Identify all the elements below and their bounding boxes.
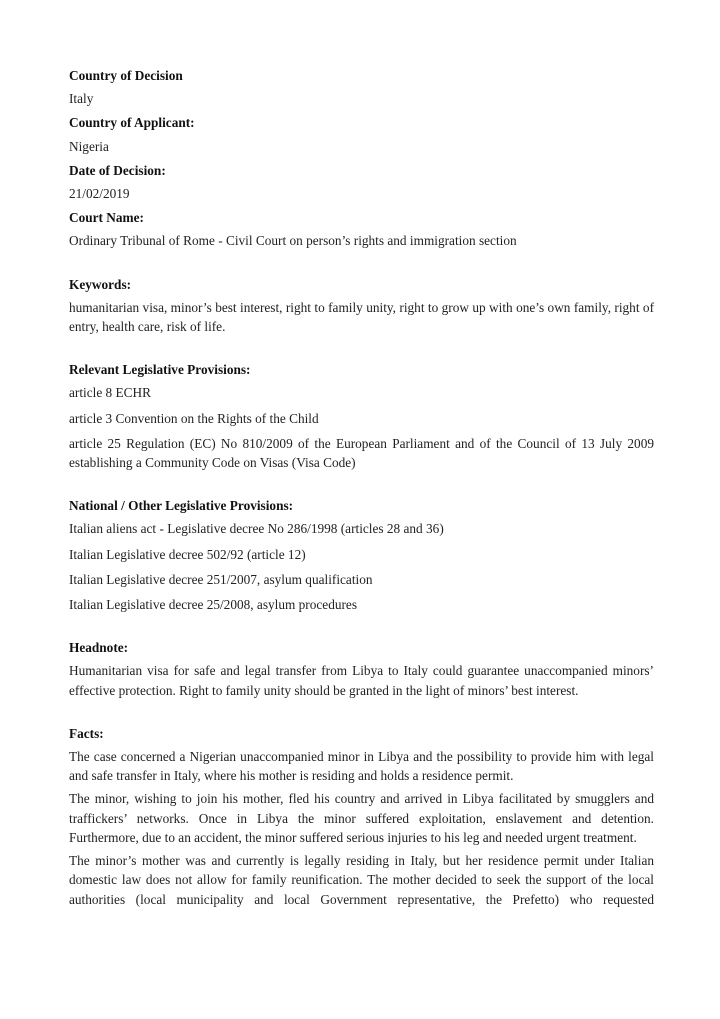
country-of-decision-value: Italy xyxy=(69,91,94,107)
relevant-provision-item: article 8 ECHR xyxy=(69,385,151,401)
facts-paragraph: The minor’s mother was and currently is legally residing in Italy, but her residence permit under Italian domestic law does not allow for family reunification. The mother decided to seek the support of the local authorities (local municipality and local Government representative, the Prefetto) who requested xyxy=(69,853,654,907)
relevant-provision-item: article 25 Regulation (EC) No 810/2009 of the European Parliament and of the Council of 13 July 2009 establishing a Community Code on Visas (Visa Code) xyxy=(69,435,654,471)
court-name-value: Ordinary Tribunal of Rome - Civil Court on person’s rights and immigration section xyxy=(69,233,517,249)
facts-heading: Facts: xyxy=(69,725,104,741)
country-of-applicant-label: Country of Applicant: xyxy=(69,115,195,131)
national-provisions-heading: National / Other Legislative Provisions: xyxy=(69,498,294,514)
facts-paragraph: The case concerned a Nigerian unaccompanied minor in Libya and the possibility to provide him with legal and safe transfer in Italy, where his mother is residing and holds a residence permit. xyxy=(69,749,654,784)
keywords-heading: Keywords: xyxy=(69,276,132,292)
keywords-text: humanitarian visa, minor’s best interest, right to family unity, right to grow up with one’s own family, right of entry, health care, risk of life. xyxy=(69,299,654,335)
country-of-applicant-value: Nigeria xyxy=(69,138,109,154)
facts-paragraph: The minor, wishing to join his mother, fled his country and arrived in Libya facilitated by smugglers and traffickers’ networks. Once in Libya the minor suffered exploitation, enslavement and detention. Furthermore, due to an accident, the minor suffered serious injuries to his leg and needed urgent treatment. xyxy=(69,791,654,845)
national-provision-item: Italian Legislative decree 502/92 (article 12) xyxy=(69,546,306,562)
document-page xyxy=(69,66,654,909)
national-provision-item: Italian Legislative decree 25/2008, asylum procedures xyxy=(69,597,357,613)
relevant-provisions-heading: Relevant Legislative Provisions: xyxy=(69,362,251,378)
national-provision-item: Italian aliens act - Legislative decree No 286/1998 (articles 28 and 36) xyxy=(69,521,444,537)
date-of-decision-label: Date of Decision: xyxy=(69,162,166,178)
relevant-provision-item: article 3 Convention on the Rights of the Child xyxy=(69,410,319,426)
court-name-label: Court Name: xyxy=(69,210,144,226)
headnote-heading: Headnote: xyxy=(69,640,129,656)
headnote-text: Humanitarian visa for safe and legal transfer from Libya to Italy could guarantee unaccompanied minors’ effective protection. Right to family unity should be granted in the light of minors’ best interest. xyxy=(69,663,654,698)
country-of-decision-label: Country of Decision xyxy=(69,68,183,83)
date-of-decision-value: 21/02/2019 xyxy=(69,186,130,202)
national-provision-item: Italian Legislative decree 251/2007, asylum qualification xyxy=(69,571,373,587)
